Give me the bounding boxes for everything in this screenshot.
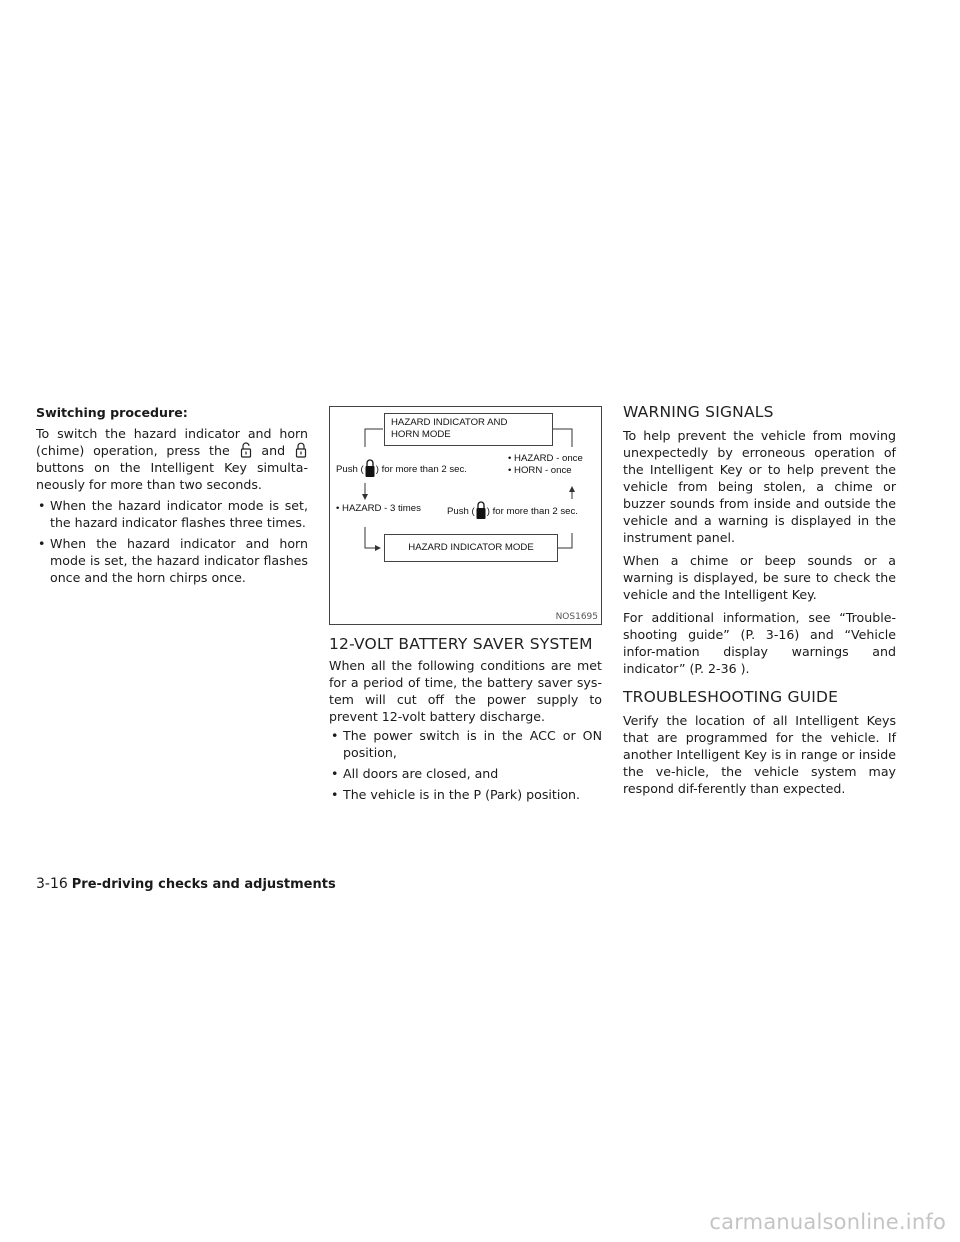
section-title-warning-signals: WARNING SIGNALS (623, 403, 774, 421)
result-label: HAZARD (514, 453, 554, 464)
push-text-b: ) for more than 2 sec. (486, 506, 578, 517)
lock-icon (294, 442, 308, 458)
battery-paragraph: When all the following conditions are met for a period of time, the battery saver sys-tem will cut off the power supply to prevent 12-volt battery discharge. (329, 658, 602, 724)
bullet-text: All doors are closed, and (343, 766, 499, 781)
result-label: HORN (514, 465, 543, 476)
result-label: HAZARD - (342, 503, 390, 514)
bullet-mark: • (331, 766, 339, 781)
bullet-mark: • (38, 536, 46, 551)
bullet-text: The vehicle is in the P (Park) position. (343, 787, 581, 802)
chapter-title: Pre-driving checks and adjustments (71, 877, 336, 892)
bullet-text: The power switch is in the ACC or ON position, (343, 728, 602, 760)
unlock-icon (239, 442, 253, 458)
intro-text-2: and (261, 443, 286, 458)
intro-paragraph (36, 425, 308, 493)
list-item (329, 765, 602, 782)
page-number: 3-16 (36, 876, 68, 892)
push-text-a: Push ( (447, 506, 475, 517)
box-hazard-indicator-mode (384, 534, 558, 562)
box-hazard-horn-mode (384, 413, 553, 446)
push-instruction-left (336, 457, 467, 479)
connector-top-right (553, 429, 572, 447)
column-right (623, 404, 896, 797)
warning-paragraph: For additional information, see “Trouble-shooting guide” (P. 3-16) and “Vehicle infor-mation display warnings and indicator” (P. 2-36 ). (623, 610, 896, 676)
section-title-troubleshooting: TROUBLESHOOTING GUIDE (623, 688, 839, 706)
bullet-mark: • (331, 787, 339, 802)
watermark: carmanualsonline.info (709, 1210, 946, 1234)
push-instruction-right (447, 499, 578, 521)
connector-bottom-right (558, 533, 572, 548)
connector-top-left (365, 429, 383, 447)
column-left (36, 425, 308, 586)
box-line-2: HORN MODE (391, 429, 451, 440)
bullet-text: When the hazard indicator mode is set, the hazard indicator flashes three times. (50, 498, 308, 530)
bullet-text: When the hazard indicator and horn mode is set, the hazard indicator flashes once and the horn chirps once. (50, 536, 308, 585)
bullet-mark: • (38, 498, 46, 513)
push-text-b: ) for more than 2 sec. (375, 464, 467, 475)
lock-icon (364, 457, 376, 479)
result-value: - once (542, 465, 572, 476)
section-title-battery-saver: 12-VOLT BATTERY SAVER SYSTEM (329, 635, 593, 653)
result-hazard: • HAZARD - once (508, 453, 583, 464)
push-text-a: Push ( (336, 464, 364, 475)
connector-bottom-left (365, 527, 380, 548)
bullet-mark: • (331, 728, 339, 743)
mode-diagram (329, 406, 602, 625)
column-middle (329, 636, 602, 803)
box-label: HAZARD INDICATOR MODE (408, 542, 534, 553)
right-result-list (508, 453, 583, 477)
list-item (36, 535, 308, 586)
list-item (329, 727, 602, 761)
result-value: - once (553, 453, 583, 464)
result-horn: • HORN - once (508, 465, 572, 476)
left-result: • HAZARD - 3 times (336, 503, 421, 514)
warning-paragraph: To help prevent the vehicle from moving unexpectedly by erroneous operation of the Intelligent Key or to help prevent the vehicle from being stolen, a chime or buzzer sounds from inside and outside the vehicle and a warning is displayed in the instrument panel. (623, 428, 896, 545)
list-item (329, 786, 602, 803)
section-heading-switching: Switching procedure: (36, 405, 188, 420)
figure-code: NOS1695 (555, 612, 598, 622)
warning-paragraph: When a chime or beep sounds or a warning is displayed, be sure to check the vehicle and the Intelligent Key. (623, 553, 896, 602)
page-footer (36, 876, 336, 892)
list-item (36, 497, 308, 531)
troubleshooting-paragraph: Verify the location of all Intelligent Keys that are programmed for the vehicle. If another Intelligent Key is in range or inside the ve-hicle, the vehicle system may respond dif-ferently than expected. (623, 713, 896, 796)
result-value: 3 times (390, 503, 421, 514)
intro-text-3: buttons on the Intelligent Key simulta-neously for more than two seconds. (36, 460, 308, 492)
box-line-1: HAZARD INDICATOR AND (391, 417, 508, 428)
lock-icon (475, 499, 487, 521)
intro-text-1: To switch the hazard indicator and horn (chime) operation, press the (36, 426, 308, 458)
